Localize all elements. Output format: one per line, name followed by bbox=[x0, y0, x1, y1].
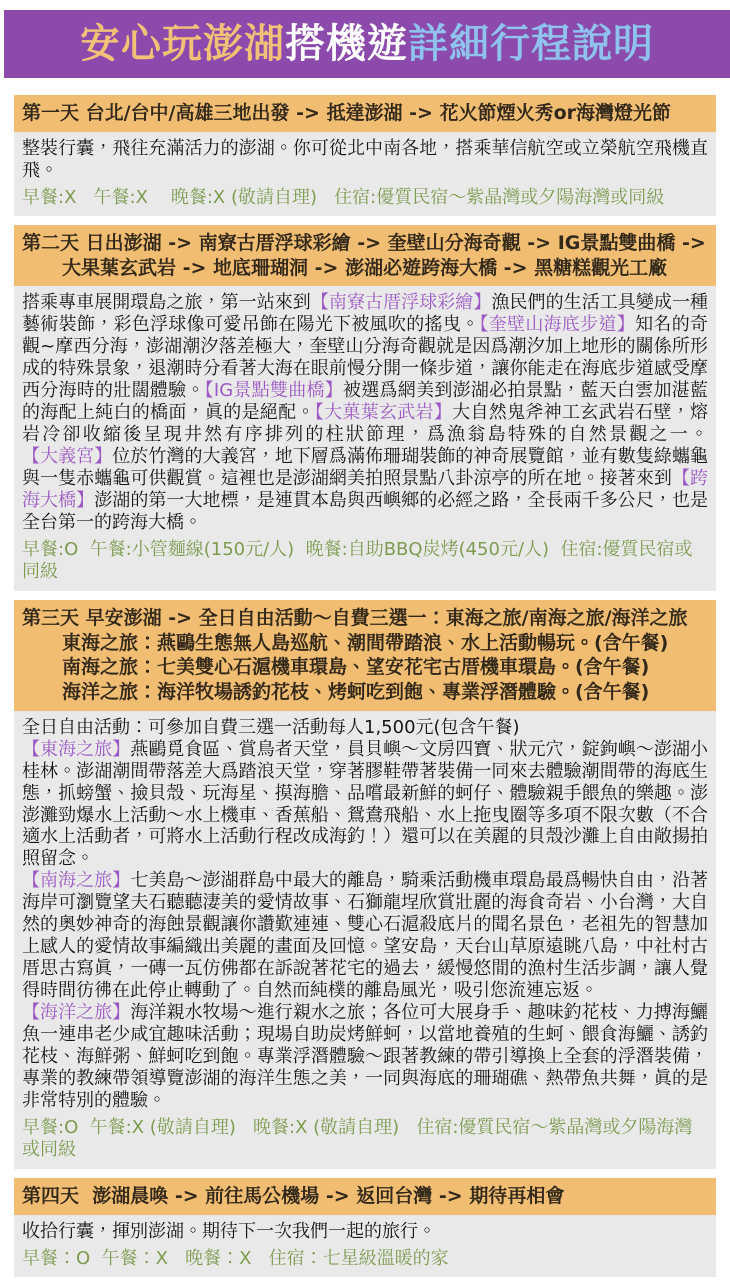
highlight-attraction-name: 【大義宮】 bbox=[22, 446, 113, 468]
body-paragraph bbox=[22, 138, 708, 182]
paragraphs-container bbox=[22, 292, 708, 533]
day-3-header-line: 南海之旅：七美雙心石滬機車環島、望安花宅古厝機車環島。(含午餐) bbox=[62, 656, 650, 679]
body-text: 被選爲網美到澎湖必拍景點，藍天白雲加湛藍的海配上純白的橋面，眞的是絕配。 bbox=[22, 380, 709, 424]
day-header bbox=[14, 95, 716, 132]
page-title bbox=[80, 21, 654, 67]
paragraphs-container bbox=[22, 717, 708, 1112]
body-paragraph bbox=[22, 1221, 708, 1243]
body-text: 漁民們的生活工具變成一種藝術裝飾，彩色浮球像可愛吊飾在陽光下被風吹的搖曳。 bbox=[22, 292, 709, 336]
day-header bbox=[14, 225, 716, 286]
day-header bbox=[14, 1178, 716, 1215]
itinerary-sections bbox=[0, 95, 730, 1277]
day-body bbox=[14, 132, 716, 216]
day-2-section bbox=[14, 225, 716, 591]
day-2-header-line: 第二天 日出澎湖 -> 南寮古厝浮球彩繪 -> 奎壁山分海奇觀 -> IG景點雙曲橋 -> bbox=[22, 232, 706, 255]
body-text: 搭乘專車展開環島之旅，第一站來到 bbox=[22, 292, 311, 314]
paragraphs-container bbox=[22, 138, 708, 182]
body-paragraph bbox=[22, 717, 708, 739]
meals-line: 早餐:X 午餐:X 晚餐:X (敬請自理) 住宿:優質民宿～紫晶灣或夕陽海灣或同級 bbox=[22, 186, 665, 208]
body-text: 大自然鬼斧神工玄武岩石壁，熔岩冷卻收縮後呈現井然有序排列的柱狀節理，爲漁翁島特殊的自然景觀之一。 bbox=[22, 402, 709, 446]
highlight-attraction-name: 【大菓葉玄武岩】 bbox=[314, 402, 453, 424]
body-paragraph bbox=[22, 870, 708, 1002]
day-3-section bbox=[14, 600, 716, 1169]
body-paragraph bbox=[22, 739, 708, 871]
highlight-attraction-name: 【跨海大橋】 bbox=[22, 468, 709, 512]
day-1-header-line: 第一天 台北/台中/高雄三地出發 -> 抵達澎湖 -> 花火節煙火秀or海灣燈光節 bbox=[22, 102, 671, 124]
meals-line: 早餐：O 午餐：X 晚餐：X 住宿：七星級溫暖的家 bbox=[22, 1247, 449, 1269]
body-text: 收拾行囊，揮別澎湖。期待下一次我們一起的旅行。 bbox=[22, 1220, 436, 1242]
highlight-attraction-name: 【IG景點雙曲橋】 bbox=[204, 380, 344, 402]
highlight-attraction-name: 【南寮古厝浮球彩繪】 bbox=[310, 292, 492, 314]
day-2-header-line: 大果葉玄武岩 -> 地底珊瑚洞 -> 澎湖必遊跨海大橋 -> 黑糖糕觀光工廠 bbox=[62, 256, 668, 279]
day-header bbox=[14, 600, 716, 711]
paragraphs-container bbox=[22, 1221, 708, 1243]
body-text: 七美島～澎湖群島中最大的離島，騎乘活動機車環島最爲暢快自由，沿著海岸可瀏覽望夫石聽聽淒美的愛情故事、石獅龍埕欣賞壯麗的海食奇岩、小台灣，大自然的奧妙神奇的海蝕景觀讓你讚歎連連、雙心石滬殺底片的聞名景色，老祖先的智慧加上感人的愛情故事編織出美麗的畫面及回憶。望安島，天台山草原遠眺八島，中社村古厝思古寫眞，一磚一瓦仿佛都在訴說著花宅的過去，緩慢悠閒的漁村生活步調，讓人覺得時間彷彿在此停止轉動了。自然而純樸的離島風光，吸引您流連忘返。 bbox=[22, 870, 709, 1002]
highlight-attraction-name: 【奎壁山海底步道】 bbox=[479, 314, 636, 336]
highlight-attraction-name: 【南海之旅】 bbox=[22, 870, 131, 892]
meals-line: 早餐:O 午餐:小管麵線(150元/人) 晚餐:自助BBQ炭烤(450元/人) 住宿:優質民宿或同級 bbox=[22, 538, 693, 583]
day-3-header-line: 東海之旅：燕鷗生態無人島巡航、潮間帶踏浪、水上活動暢玩。(含午餐) bbox=[62, 631, 669, 654]
day-body bbox=[14, 711, 716, 1169]
body-text: 全日自由活動：可參加自費三選一活動每人1,500元(包含午餐) bbox=[22, 716, 520, 738]
meals-line: 早餐:O 午餐:X (敬請自理) 晚餐:X (敬請自理) 住宿:優質民宿～紫晶灣或夕陽海灣或同級 bbox=[22, 1116, 693, 1161]
day-3-header-line: 第三天 早安澎湖 -> 全日自由活動～自費三選一：東海之旅/南海之旅/海洋之旅 bbox=[22, 606, 688, 629]
body-text: 整裝行囊，飛往充滿活力的澎湖。你可從北中南各地，搭乘華信航空或立榮航空飛機直飛。 bbox=[22, 137, 708, 181]
day-body bbox=[14, 286, 716, 590]
title-part-orange: 安心玩澎湖 bbox=[80, 21, 285, 67]
body-text: 澎湖的第一大地標，是連貫本島與西嶼鄉的必經之路，全長兩千多公尺，也是全台第一的跨海大橋。 bbox=[22, 490, 708, 533]
title-banner bbox=[4, 10, 730, 78]
body-text: 燕鷗覓食區、賞鳥者天堂，員貝嶼～文房四寶、狀元穴，錠鉤嶼～澎湖小桂林。澎湖潮間帶落差大爲踏浪天堂，穿著膠鞋帶著裝備一同來去體驗潮間帶的海底生態，抓螃蟹、撿貝殼、玩海星、摸海膽、品嚐最新鮮的蚵仔、體驗親手餵魚的樂趣。澎澎灘勁爆水上活動～水上機車、香蕉船、鴛鴦飛船、水上拖曳圈等多項不限次數（不合適水上活動者，可將水上活動行程改成海釣！）還可以在美麗的貝殼沙灘上自由敞揚拍照留念。 bbox=[22, 738, 709, 870]
title-part-blue: 詳細行程說明 bbox=[408, 21, 654, 67]
body-text: 知名的奇觀~摩西分海，澎湖潮汐落差極大，奎壁山分海奇觀就是因爲潮汐加上地形的關係所形成的特殊景象，退潮時分看著大海在眼前慢分開一條步道，讓你能走在海底步道感受摩西分海時的壯闊體驗。 bbox=[22, 314, 709, 402]
day-4-header-line: 第四天 澎湖晨喚 -> 前往馬公機場 -> 返回台灣 -> 期待再相會 bbox=[22, 1184, 565, 1207]
day-4-section bbox=[14, 1178, 716, 1277]
day-1-section bbox=[14, 95, 716, 216]
day-body bbox=[14, 1215, 716, 1277]
body-text: 海洋親水牧場～進行親水之旅；各位可大展身手、趣味釣花枝、力搏海鱺魚一連串老少咸宜趣味活動；現場自助炭烤鮮蚵，以當地養殖的生蚵、餵食海鱺、誘釣花枝、海鮮粥、鮮蚵吃到飽。專業浮潛體驗～跟著教練的帶引導換上全套的浮潛裝備，專業的教練帶領導覽澎湖的海洋生態之美，一同與海底的珊瑚礁、熱帶魚共舞，眞的是非常特別的體驗。 bbox=[22, 1002, 709, 1111]
title-part-white: 搭機遊 bbox=[285, 21, 408, 67]
highlight-attraction-name: 【海洋之旅】 bbox=[22, 1002, 131, 1024]
body-paragraph bbox=[22, 1002, 708, 1112]
body-text: 位於竹灣的大義宮，地下層爲滿佈珊瑚裝飾的神奇展覽館，並有數隻綠蠵龜與一隻赤蠵龜可供觀賞。這裡也是澎湖網美拍照景點八卦涼亭的所在地。接著來到 bbox=[22, 446, 709, 490]
day-3-header-line: 海洋之旅：海洋牧場誘釣花枝、烤蚵吃到飽、專業浮潛體驗。(含午餐) bbox=[62, 681, 650, 704]
highlight-attraction-name: 【東海之旅】 bbox=[22, 738, 131, 760]
body-paragraph bbox=[22, 292, 708, 533]
